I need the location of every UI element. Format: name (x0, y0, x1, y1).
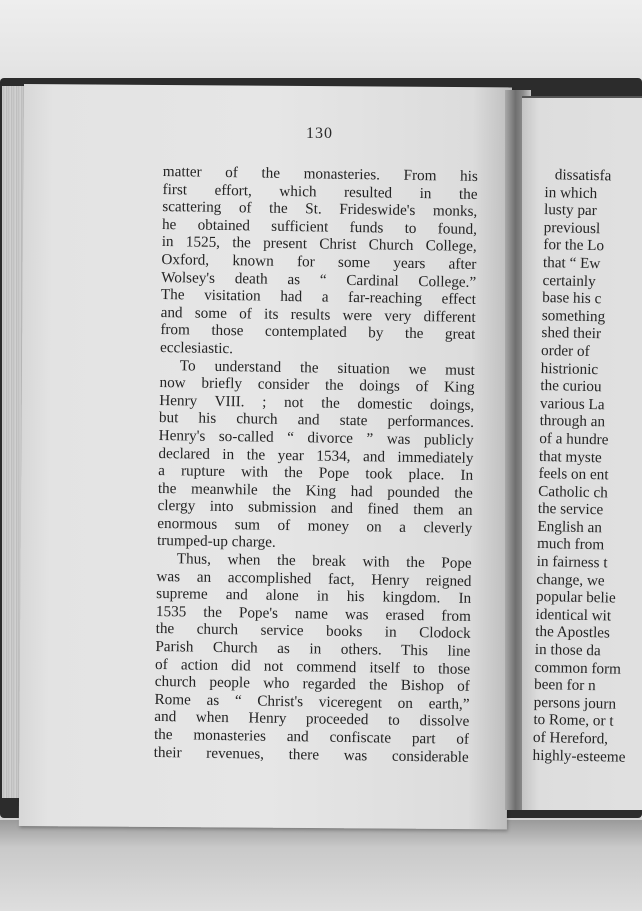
text-line: the church service books in Clodock (155, 620, 471, 643)
text-line: but his church and state performances. (158, 409, 475, 432)
text-line: that myste (538, 447, 602, 466)
text-line: The visitation had a far-reaching effect (160, 286, 477, 309)
text-line: matter of the monasteries. From his (162, 163, 478, 185)
text-line: feels on ent (538, 465, 609, 484)
text-line: the Apostles (535, 623, 611, 642)
text-line: much from (536, 535, 605, 554)
text-line: identical wit (535, 605, 612, 625)
text-line: dissatisfa (554, 166, 612, 185)
book-shadow (0, 820, 642, 911)
text-line: been for n (533, 676, 596, 695)
text-line: Catholic ch (538, 482, 608, 502)
text-line: a rupture with the Pope took place. In (158, 462, 474, 485)
text-line: of a hundre (539, 429, 609, 449)
page-number: 130 (306, 125, 333, 142)
text-line: Thus, when the break with the Pope (176, 550, 472, 572)
text-line: and some of its results were very different (160, 303, 476, 326)
text-line: 1535 the Pope's name was erased from (155, 602, 472, 625)
text-line: the service (537, 500, 604, 519)
text-line: for the Lo (543, 236, 605, 255)
text-line: Henry VIII. ; not the domestic doings, (159, 391, 475, 414)
text-line: ecclesiastic. (159, 338, 234, 358)
text-line: in which (544, 183, 598, 202)
text-line: shed their (541, 324, 602, 343)
text-line: clergy into submission and fined them an (157, 497, 473, 520)
text-line: supreme and alone in his kingdom. In (156, 585, 472, 608)
text-line: their revenues, there was considerable (153, 743, 469, 766)
text-line: Wolsey's death as “ Cardinal College.” (161, 268, 477, 291)
text-line: histrionic (540, 359, 599, 378)
text-line: persons journ (533, 693, 617, 713)
text-line: English an (537, 517, 603, 537)
text-line: Henry's so-called “ divorce ” was publicly (158, 426, 474, 449)
right-page-text (532, 166, 642, 767)
left-page-text (154, 163, 478, 766)
text-line: enormous sum of money on a cleverly (157, 514, 473, 537)
text-line: common form (534, 658, 622, 678)
text-line: order of (540, 341, 590, 360)
text-line: first effort, which resulted in the (162, 180, 478, 203)
text-line: was an accomplished fact, Henry reigned (156, 567, 472, 590)
text-line: and when Henry proceeded to dissolve (154, 708, 470, 731)
text-line: church people who regarded the Bishop of (154, 673, 470, 696)
text-line: scattering of the St. Frideswide's monks, (162, 198, 478, 221)
text-line: of action did not commend itself to those (154, 655, 471, 678)
text-line: now briefly consider the doings of King (159, 374, 475, 397)
text-line: Parish Church as in others. This line (155, 637, 471, 660)
text-line: from those contemplated by the great (160, 321, 476, 344)
text-line: previousl (543, 218, 601, 237)
text-line: something (541, 306, 606, 326)
text-line: certainly (542, 271, 596, 290)
text-line: popular belie (535, 588, 616, 607)
text-line: the meanwhile the King had pounded the (157, 479, 473, 502)
text-line: to Rome, or t (533, 711, 614, 730)
text-line: change, we (536, 570, 605, 589)
text-line: in 1525, the present Christ Church College, (161, 233, 477, 256)
text-line: through an (539, 412, 606, 431)
text-line: he obtained sufficient funds to found, (161, 215, 478, 238)
text-line: trumped-up charge. (156, 532, 276, 552)
text-line: lusty par (543, 201, 597, 220)
text-line: the monasteries and confiscate part of (153, 725, 470, 748)
text-line: in fairness t (536, 552, 608, 572)
text-line: To understand the situation we must (179, 356, 475, 379)
text-line: Rome as “ Christ's viceregent on earth,” (154, 690, 470, 713)
text-line: declared in the year 1534, and immediately (158, 444, 474, 467)
text-line: the curiou (540, 377, 602, 396)
text-line: in those da (534, 640, 601, 660)
text-line: that “ Ew (542, 253, 601, 273)
text-line: base his c (542, 289, 602, 308)
background-surface (0, 0, 642, 85)
text-line: Oxford, known for some years after (161, 250, 477, 273)
text-line: various La (539, 394, 605, 414)
text-line: of Hereford, (532, 728, 609, 748)
text-line: highly-esteeme (532, 746, 626, 766)
